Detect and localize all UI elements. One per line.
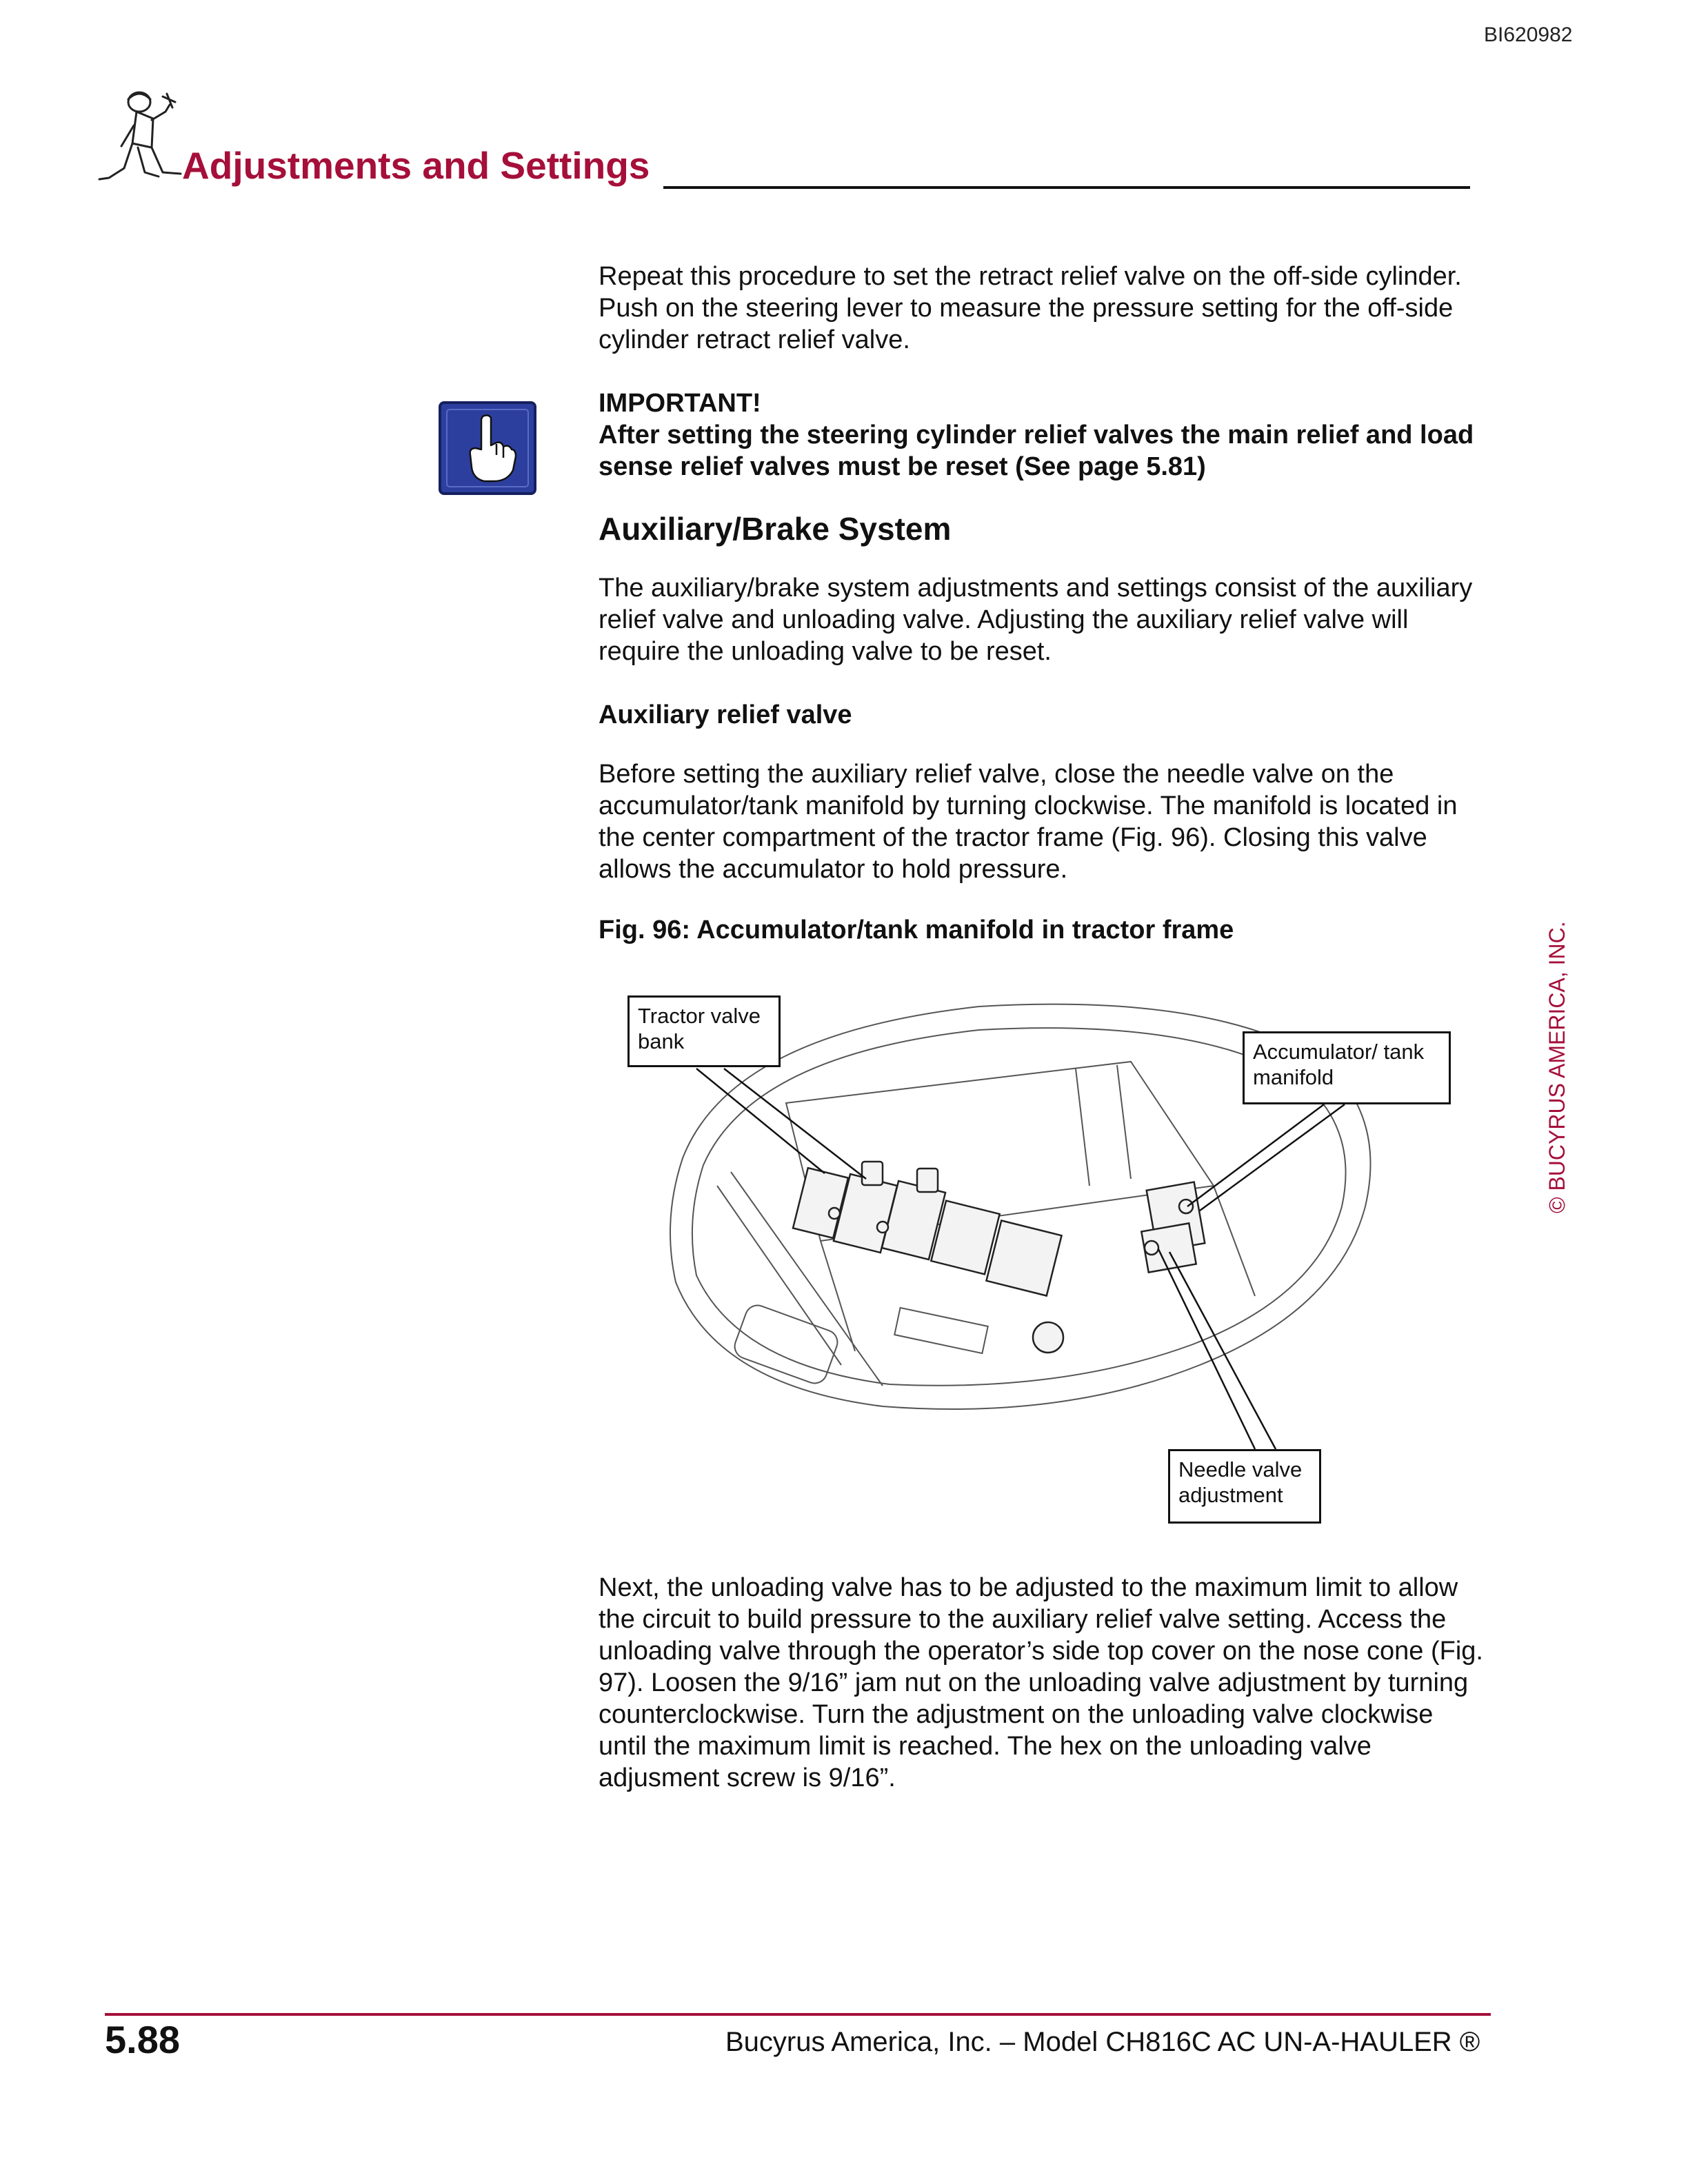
subsection-heading: Auxiliary/Brake System <box>599 511 952 547</box>
mechanic-with-wrench-icon <box>97 84 188 194</box>
copyright-text: © BUCYRUS AMERICA, INC. <box>1545 921 1569 1213</box>
document-id: BI620982 <box>1484 23 1573 46</box>
callout-needle-valve: Needle valve adjustment <box>1168 1449 1321 1524</box>
auxiliary-paragraph: The auxiliary/brake system adjustments and settings consist of the auxiliary relief valve and unloading valve. Adjusting the auxiliary relief valve will require the unloading valve to be reset. <box>599 574 1473 666</box>
pointing-hand-icon <box>439 401 536 495</box>
title-underline <box>663 186 1470 189</box>
callout-accumulator-manifold: Accumulator/ tank manifold <box>1243 1031 1451 1104</box>
footer-divider <box>105 2013 1491 2016</box>
intro-paragraph: Repeat this procedure to set the retract relief valve on the off-side cylinder. Push on the steering lever to measure the pressure setting for the off-side cylinder retract relief valve. <box>599 262 1462 354</box>
callout-tractor-valve-bank: Tractor valve bank <box>627 995 781 1067</box>
important-text: After setting the steering cylinder relief valves the main relief and load sense relief valves must be reset (See page 5.81) <box>599 421 1474 481</box>
subsubsection-heading: Auxiliary relief valve <box>599 700 852 729</box>
important-heading: IMPORTANT! <box>599 389 761 418</box>
section-title: Adjustments and Settings <box>182 144 650 187</box>
page-number: 5.88 <box>105 2018 180 2061</box>
relief-valve-paragraph: Before setting the auxiliary relief valve, close the needle valve on the accumulator/tank manifold by turning clockwise. The manifold is located in the center compartment of the tractor frame (Fig. 96). Closing this valve allows the accumulator to hold pressure. <box>599 760 1458 884</box>
footer-text: Bucyrus America, Inc. – Model CH816C AC UN-A-HAULER ® <box>725 2027 1480 2057</box>
unloading-valve-paragraph: Next, the unloading valve has to be adjusted to the maximum limit to allow the circuit to build pressure to the auxiliary relief valve setting. Access the unloading valve through the operator’s side top cover on the nose cone (Fig. 97). Loosen the 9/16” jam nut on the unloading valve adjustment by turning counterclockwise. Turn the adjustment on the unloading valve clockwise until the maximum limit is reached. The hex on the unloading valve adjusment screw is 9/16”. <box>599 1573 1483 1792</box>
figure-caption: Fig. 96: Accumulator/tank manifold in tractor frame <box>599 916 1234 944</box>
important-notice <box>599 387 1488 483</box>
